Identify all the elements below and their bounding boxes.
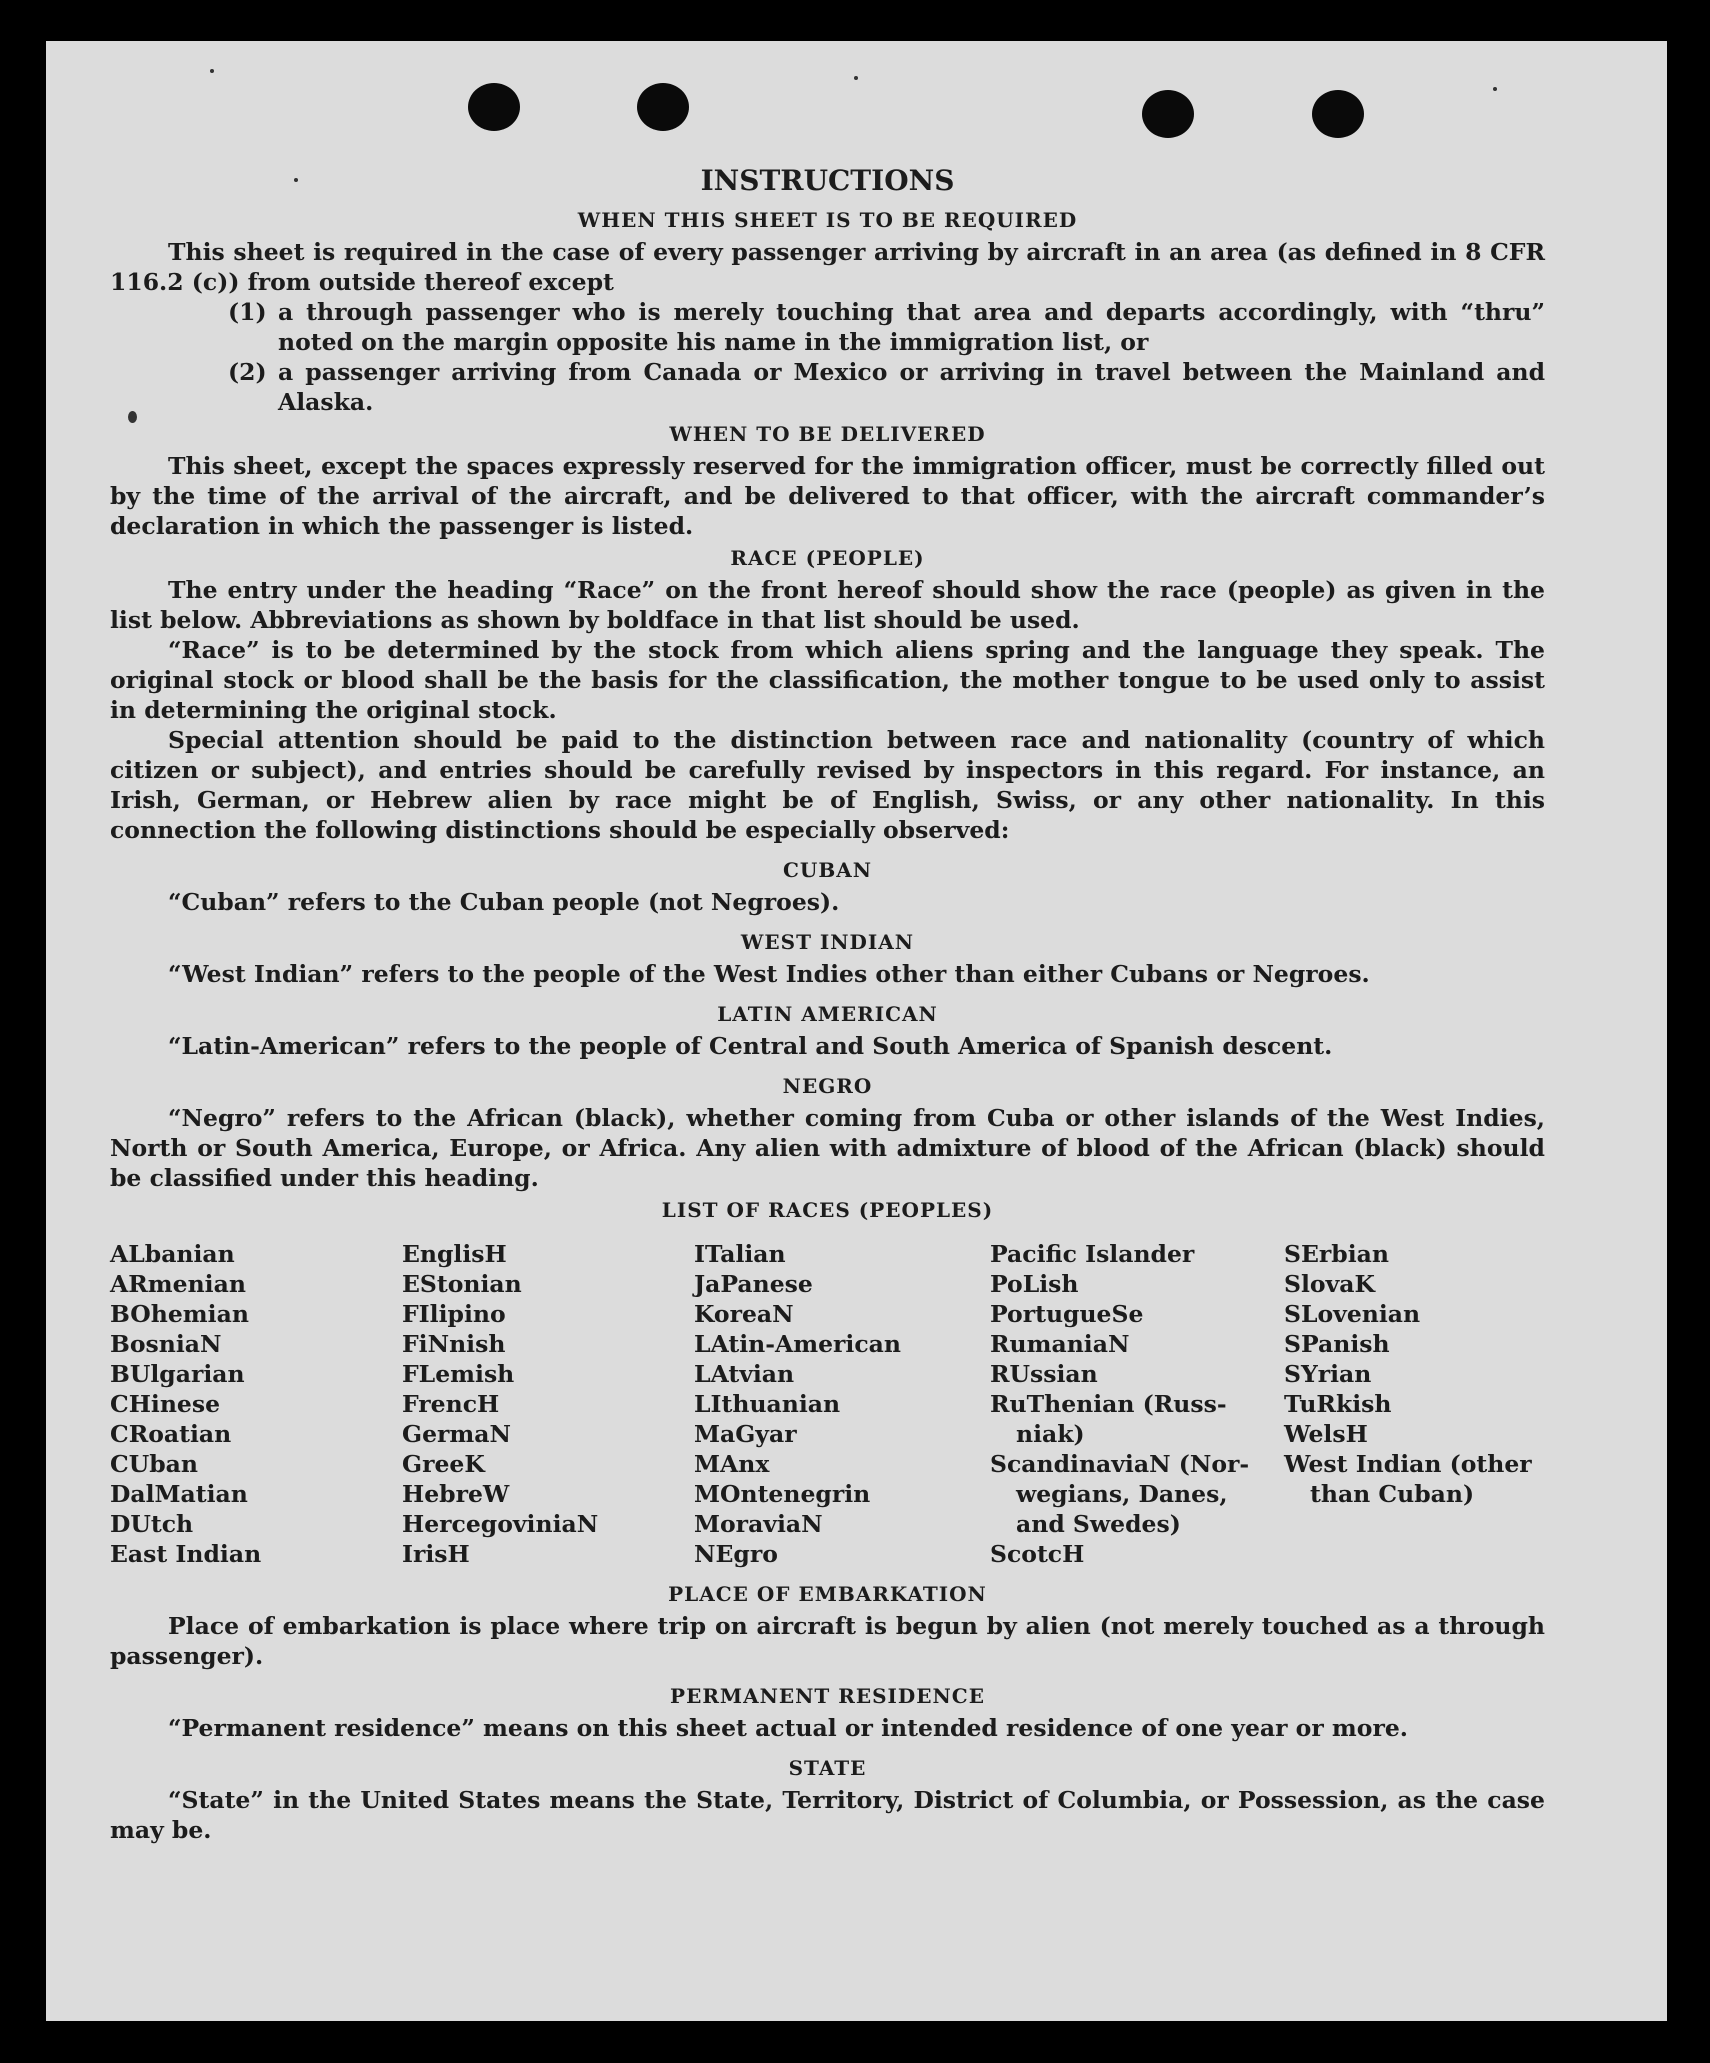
race-entry-continued: and Swedes)	[1016, 1510, 1181, 1538]
speck	[1493, 87, 1497, 91]
race-entry: SlovaK	[1284, 1270, 1375, 1298]
race-entry: MAnx	[694, 1450, 770, 1478]
race-entry: CHinese	[110, 1390, 221, 1418]
races-column	[694, 1239, 990, 1569]
race-entry: CRoatian	[110, 1420, 232, 1448]
heading-latin-american: LATIN AMERICAN	[717, 1002, 938, 1026]
race-entry: FiNnish	[402, 1330, 506, 1358]
race-entry: FIlipino	[402, 1300, 506, 1328]
race-paragraph: The entry under the heading “Race” on the front hereof should show the race (people) as given in the list below. Abbreviations as shown by boldface in that list should be used.	[110, 576, 1545, 634]
races-column	[990, 1239, 1284, 1569]
race-entry-continued: niak)	[1016, 1420, 1085, 1448]
race-entry: DUtch	[110, 1510, 194, 1538]
race-entry: MaGyar	[694, 1420, 797, 1448]
exception-number: (1)	[228, 298, 267, 326]
race-entry: KoreaN	[694, 1300, 794, 1328]
punch-hole	[637, 83, 689, 131]
race-entry: EnglisH	[402, 1240, 507, 1268]
race-entry: JaPanese	[694, 1270, 813, 1298]
race-entry: MOntenegrin	[694, 1480, 871, 1508]
required-intro: This sheet is required in the case of every passenger arriving by aircraft in an area (as defined in 8 CFR 116.2 (c)) from outside thereof except	[110, 238, 1545, 296]
race-entry: SErbian	[1284, 1240, 1389, 1268]
cuban-text: “Cuban” refers to the Cuban people (not Negroes).	[168, 888, 840, 916]
races-column	[1284, 1239, 1545, 1569]
punch-hole	[1142, 90, 1194, 138]
races-list	[110, 1239, 1545, 1569]
races-column	[110, 1239, 402, 1569]
heading-embarkation: PLACE OF EMBARKATION	[668, 1582, 987, 1606]
race-entry-continued: than Cuban)	[1310, 1480, 1475, 1508]
heading-negro: NEGRO	[782, 1074, 873, 1098]
race-entry: BosniaN	[110, 1330, 222, 1358]
race-entry: CUban	[110, 1450, 198, 1478]
race-entry: FLemish	[402, 1360, 515, 1388]
heading-delivered: WHEN TO BE DELIVERED	[669, 422, 986, 446]
instructions-content	[110, 163, 1545, 1845]
race-entry: LIthuanian	[694, 1390, 841, 1418]
race-entry: GreeK	[402, 1450, 485, 1478]
race-entry: LAtin-American	[694, 1330, 901, 1358]
race-entry: FrencH	[402, 1390, 500, 1418]
race-entry: RuThenian (Russ-	[990, 1390, 1227, 1418]
residence-text: “Permanent residence” means on this sheet actual or intended residence of one year or more.	[168, 1714, 1408, 1742]
heading-required: WHEN THIS SHEET IS TO BE REQUIRED	[577, 208, 1078, 232]
race-entry: RUssian	[990, 1360, 1098, 1388]
race-entry: DalMatian	[110, 1480, 248, 1508]
race-entry: Pacific Islander	[990, 1240, 1195, 1268]
state-text: “State” in the United States means the State, Territory, District of Columbia, or Possession, as the case may be.	[110, 1786, 1545, 1844]
race-entry: ScotcH	[990, 1540, 1085, 1568]
speck	[210, 69, 214, 73]
races-column	[402, 1239, 694, 1569]
exception-number: (2)	[228, 358, 267, 386]
punch-hole	[468, 83, 520, 131]
exception-item	[110, 297, 1545, 357]
race-entry: ALbanian	[110, 1240, 235, 1268]
race-entry: HercegoviniaN	[402, 1510, 599, 1538]
race-entry: West Indian (other	[1284, 1450, 1532, 1478]
west-indian-text: “West Indian” refers to the people of the West Indies other than either Cubans or Negroes.	[168, 960, 1370, 988]
race-entry: MoraviaN	[694, 1510, 823, 1538]
heading-cuban: CUBAN	[782, 858, 873, 882]
race-entry: PortugueSe	[990, 1300, 1144, 1328]
negro-text: “Negro” refers to the African (black), whether coming from Cuba or other islands of the West Indies, North or South America, Europe, or Africa. Any alien with admixture of blood of the African (black) should be classified under this heading.	[110, 1104, 1545, 1192]
embarkation-text: Place of embarkation is place where trip on aircraft is begun by alien (not merely touched as a through passenger).	[110, 1612, 1545, 1670]
speck	[854, 76, 858, 80]
race-entry: East Indian	[110, 1540, 262, 1568]
race-entry: NEgro	[694, 1540, 778, 1568]
race-entry: LAtvian	[694, 1360, 795, 1388]
race-entry: ScandinaviaN (Nor-	[990, 1450, 1250, 1478]
page-title: INSTRUCTIONS	[700, 164, 955, 197]
latin-american-text: “Latin-American” refers to the people of Central and South America of Spanish descent.	[168, 1032, 1333, 1060]
race-entry: BUlgarian	[110, 1360, 245, 1388]
race-entry: ITalian	[694, 1240, 786, 1268]
race-paragraph: “Race” is to be determined by the stock from which aliens spring and the language they speak. The original stock or blood shall be the basis for the classification, the mother tongue to be used only to assist in determining the original stock.	[110, 636, 1545, 724]
race-entry: EStonian	[402, 1270, 522, 1298]
race-entry-continued: wegians, Danes,	[1016, 1480, 1228, 1508]
heading-state: STATE	[788, 1756, 867, 1780]
race-entry: BOhemian	[110, 1300, 249, 1328]
race-entry: TuRkish	[1284, 1390, 1392, 1418]
race-entry: HebreW	[402, 1480, 510, 1508]
race-entry: SPanish	[1284, 1330, 1390, 1358]
heading-west-indian: WEST INDIAN	[740, 930, 915, 954]
race-entry: RumaniaN	[990, 1330, 1130, 1358]
race-entry: WelsH	[1284, 1420, 1368, 1448]
punch-hole	[1312, 90, 1364, 138]
document-sheet	[46, 41, 1667, 2021]
heading-list-of-races: LIST OF RACES (PEOPLES)	[661, 1198, 994, 1222]
race-paragraph: Special attention should be paid to the distinction between race and nationality (country of which citizen or subject), and entries should be carefully revised by inspectors in this regard. For instance, an Irish, German, or Hebrew alien by race might be of English, Swiss, or any other nationality. In this connection the following distinctions should be especially observed:	[110, 726, 1545, 844]
race-entry: SLovenian	[1284, 1300, 1421, 1328]
race-entry: GermaN	[402, 1420, 511, 1448]
heading-race: RACE (PEOPLE)	[730, 546, 925, 570]
delivered-text: This sheet, except the spaces expressly reserved for the immigration officer, must be correctly filled out by the time of the arrival of the aircraft, and be delivered to that officer, with the aircraft commander’s declaration in which the passenger is listed.	[110, 452, 1545, 540]
race-entry: ARmenian	[110, 1270, 246, 1298]
exception-text: a through passenger who is merely touching that area and departs accordingly, with “thru” noted on the margin opposite his name in the immigration list, or	[278, 298, 1545, 356]
exception-text: a passenger arriving from Canada or Mexico or arriving in travel between the Mainland and Alaska.	[278, 358, 1545, 416]
heading-residence: PERMANENT RESIDENCE	[670, 1684, 985, 1708]
race-entry: PoLish	[990, 1270, 1079, 1298]
exception-item	[110, 357, 1545, 417]
race-entry: IrisH	[402, 1540, 470, 1568]
race-entry: SYrian	[1284, 1360, 1372, 1388]
